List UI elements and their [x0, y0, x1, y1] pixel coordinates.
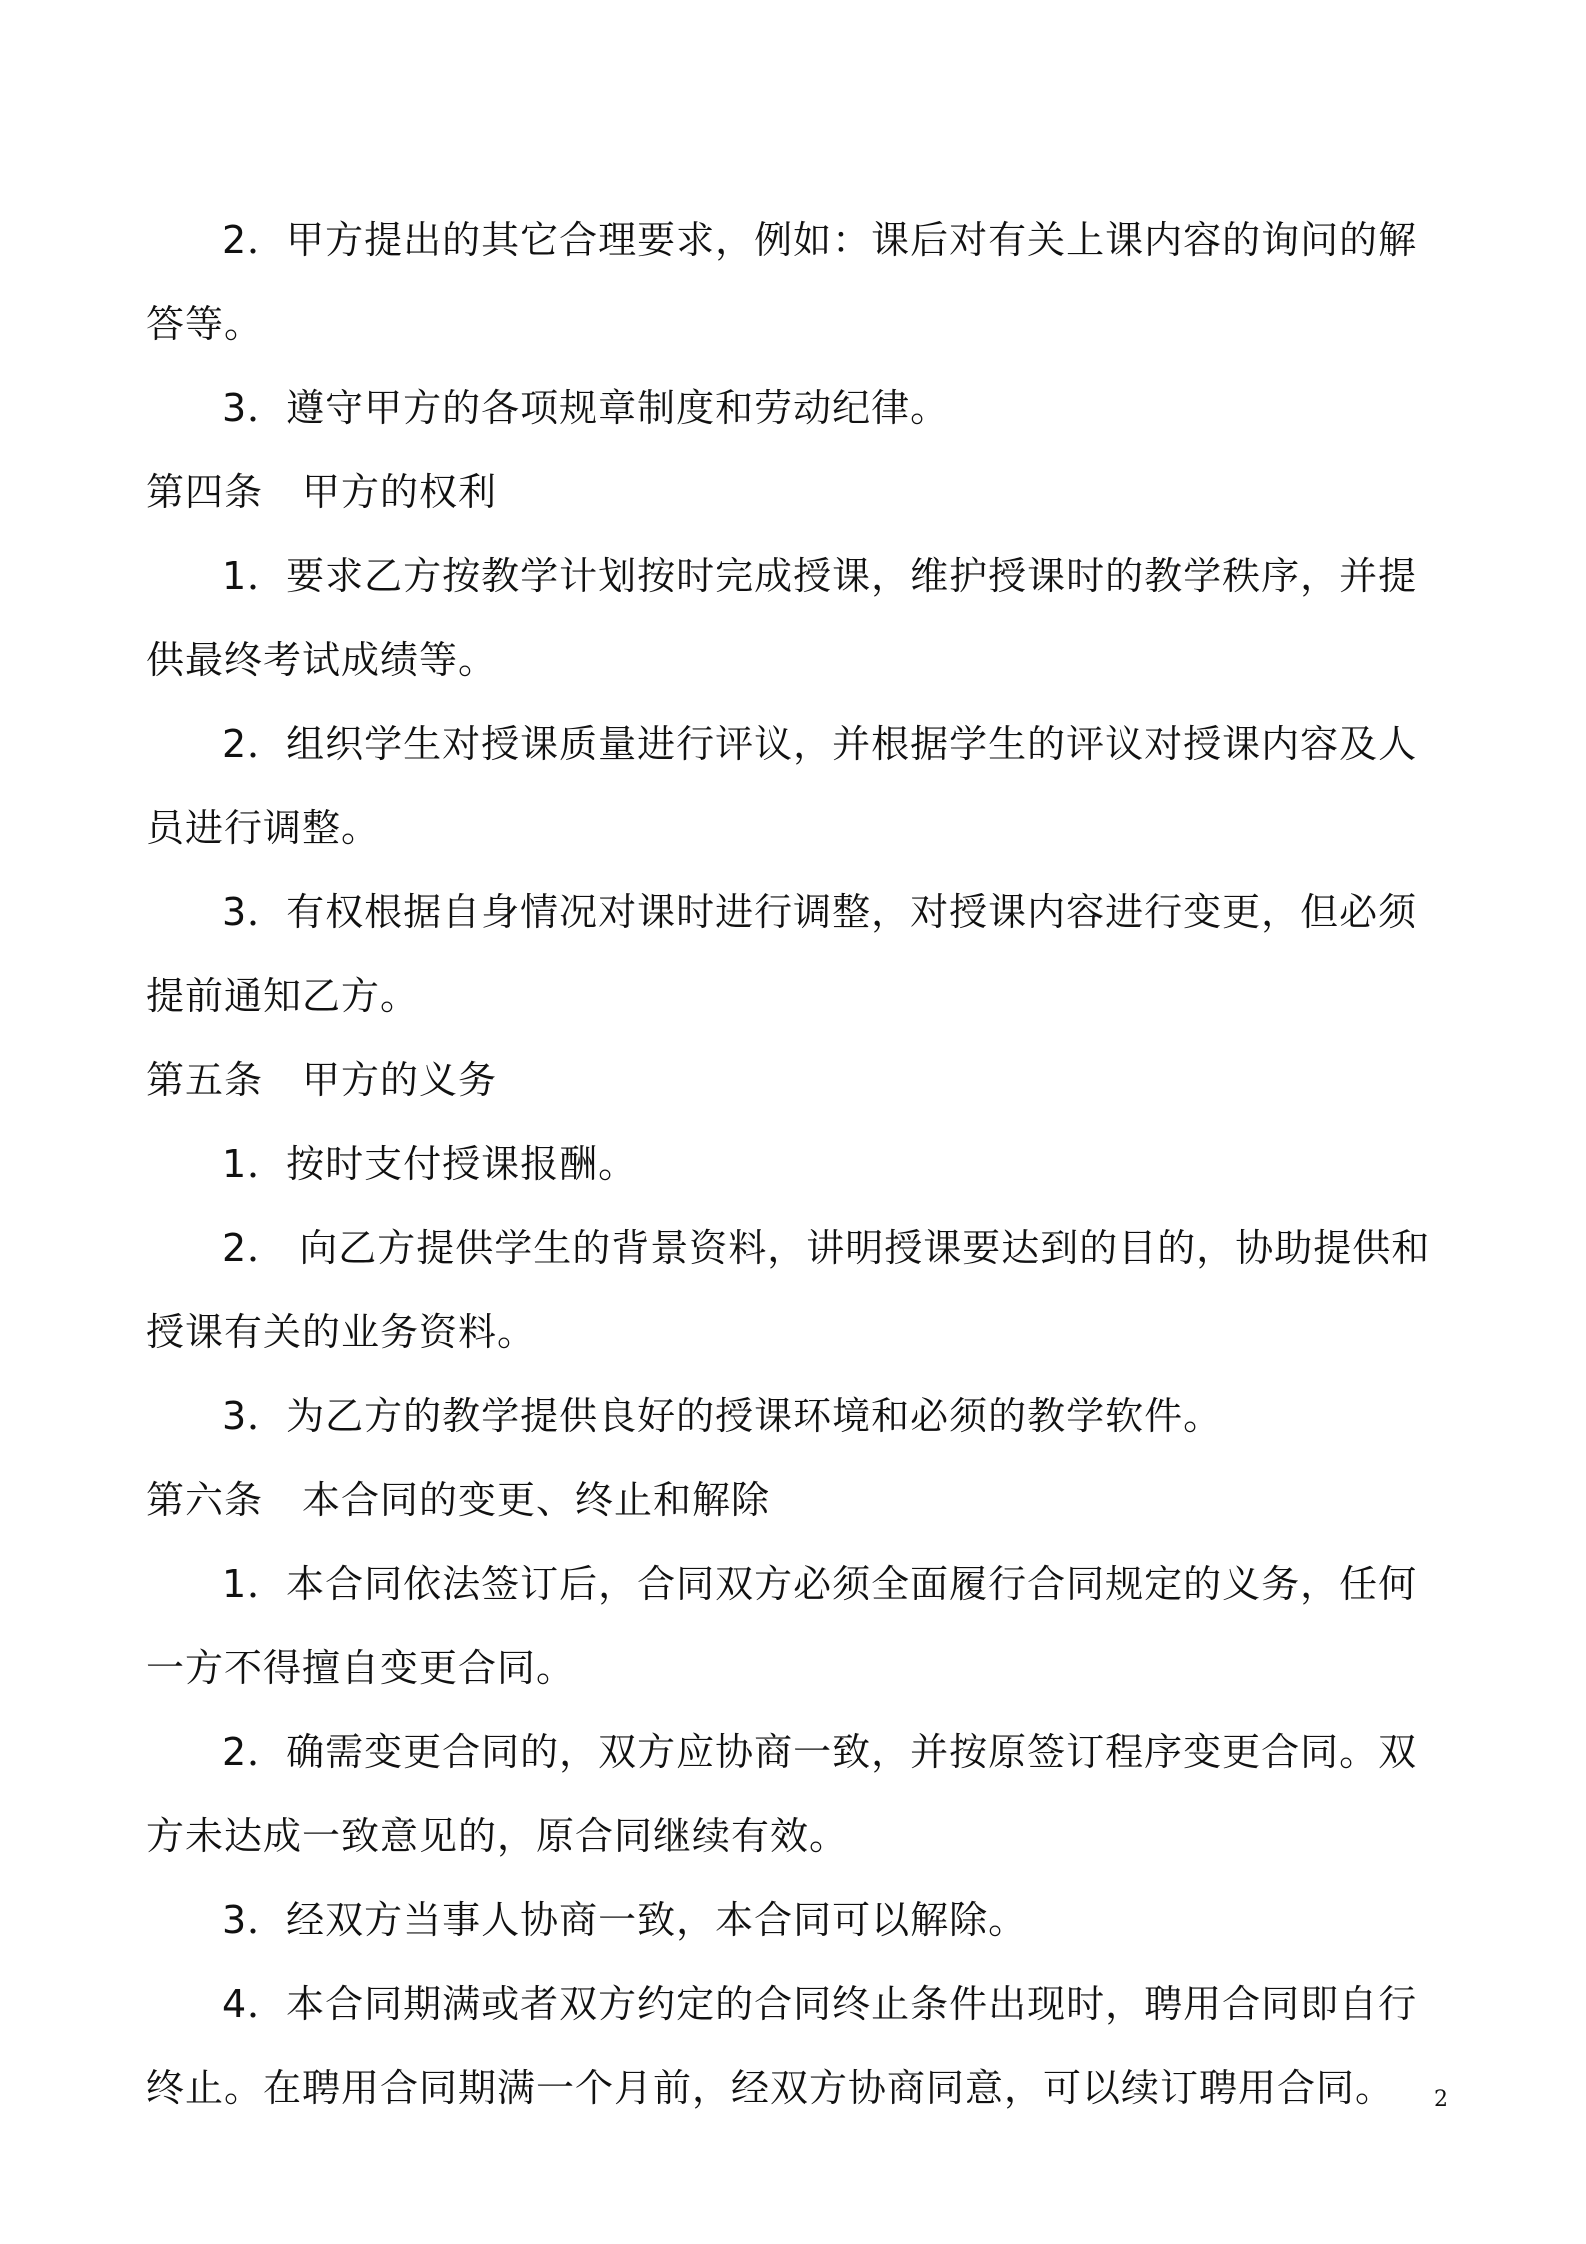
section-heading: 第六条 本合同的变更、终止和解除 [146, 1478, 771, 1522]
paragraph: 3．经双方当事人协商一致，本合同可以解除。 [222, 1898, 1028, 1942]
document-body [146, 198, 1446, 2130]
paragraph: 4．本合同期满或者双方约定的合同终止条件出现时，聘用合同即自行终止。在聘用合同期满一个月前，经双方协商同意，可以续订聘用合同。 [146, 1982, 1418, 2110]
section-heading: 第五条 甲方的义务 [146, 1058, 498, 1102]
paragraph: 2．甲方提出的其它合理要求，例如：课后对有关上课内容的询问的解答等。 [146, 218, 1418, 346]
paragraph: 1．本合同依法签订后，合同双方必须全面履行合同规定的义务，任何一方不得擅自变更合同。 [146, 1562, 1418, 1690]
paragraph: 1．按时支付授课报酬。 [222, 1142, 638, 1186]
page-number: 2 [1434, 2087, 1448, 2112]
paragraph: 2． 向乙方提供学生的背景资料，讲明授课要达到的目的，协助提供和授课有关的业务资料。 [146, 1226, 1431, 1354]
paragraph: 3．为乙方的教学提供良好的授课环境和必须的教学软件。 [222, 1394, 1223, 1438]
paragraph: 2．组织学生对授课质量进行评议，并根据学生的评议对授课内容及人员进行调整。 [146, 722, 1418, 850]
paragraph: 3．有权根据自身情况对课时进行调整，对授课内容进行变更，但必须提前通知乙方。 [146, 890, 1418, 1018]
paragraph: 1．要求乙方按教学计划按时完成授课，维护授课时的教学秩序，并提供最终考试成绩等。 [146, 554, 1418, 682]
paragraph: 2．确需变更合同的，双方应协商一致，并按原签订程序变更合同。双方未达成一致意见的，原合同继续有效。 [146, 1730, 1418, 1858]
section-heading: 第四条 甲方的权利 [146, 470, 498, 514]
paragraph: 3．遵守甲方的各项规章制度和劳动纪律。 [222, 386, 950, 430]
